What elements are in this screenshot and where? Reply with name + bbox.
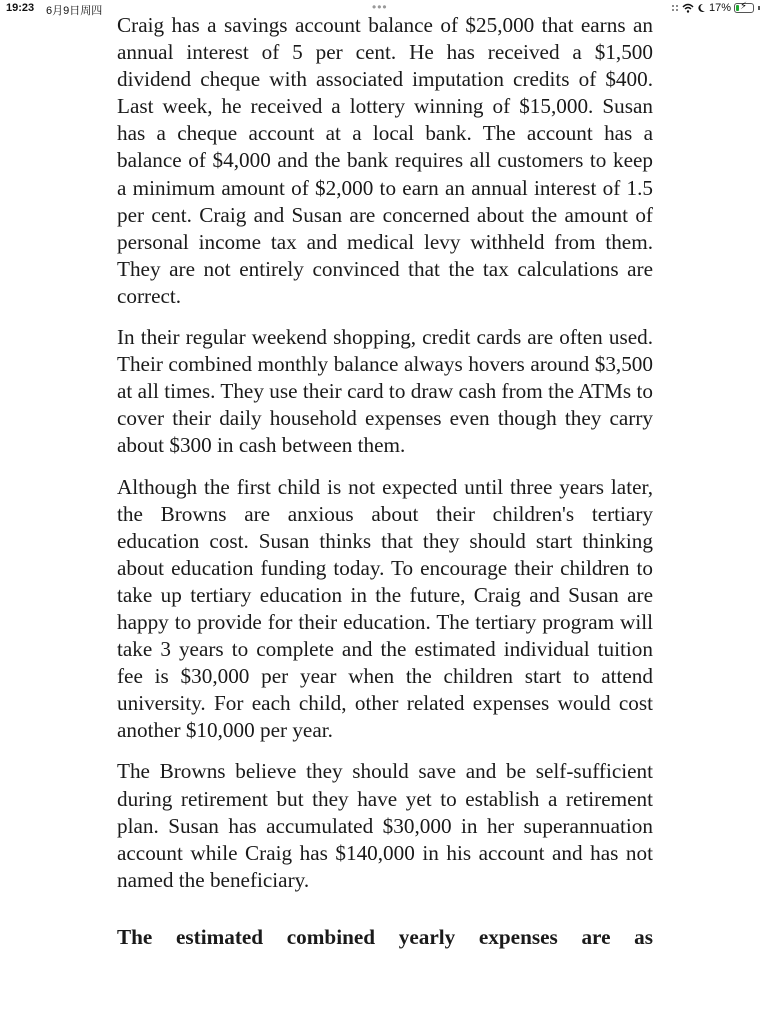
battery-icon [734, 3, 754, 13]
paragraph-savings: Craig has a savings account balance of $25,000 that earns an annual interest of 5 per cent. He has received a $1,500 dividend cheque with associated imputation credits of $400. Last week, he received a lottery winning of $15,000. Susan has a cheque account at a local bank. The account has a balance of $4,000 and the bank requires all customers to keep a minimum amount of $2,000 to earn an annual interest of 1.5 per cent. Craig and Susan are concerned about the amount of personal income tax and medical levy withheld from them. They are not entirely convinced that the tax calculations are correct. [117, 13, 653, 308]
document-body [117, 12, 653, 951]
wifi-icon [682, 3, 694, 13]
signal-dots-icon [671, 3, 679, 13]
status-time: 19:23 [6, 2, 35, 14]
status-date: 6月9日周四 [46, 5, 103, 17]
battery-percent: 17% [708, 2, 731, 14]
status-indicators [671, 2, 760, 14]
battery-fill [736, 5, 739, 11]
moon-icon [697, 3, 706, 13]
charging-bolt-icon: ⚡ [740, 1, 748, 12]
expenses-heading: The estimated combined yearly expenses are as [117, 924, 653, 949]
paragraph-education: Although the first child is not expected until three years later, the Browns are anxious about their children's tertiary education cost. Susan thinks that they should start thinking about education funding today. To encourage their children to take up tertiary education in the future, Craig and Susan are happy to provide for their education. The tertiary program will take 3 years to complete and the estimated individual tuition fee is $30,000 per year when the children start to attend university. For each child, other related expenses would cost another $10,000 per year. [117, 474, 653, 743]
more-options-dots[interactable]: ••• [372, 0, 388, 14]
battery-cap [758, 6, 760, 10]
paragraph-credit-cards: In their regular weekend shopping, credit cards are often used. Their combined monthly balance always hovers around $3,500 at all times. They use their card to draw cash from the ATMs to cover their daily household expenses even though they carry about $300 in cash between them. [117, 325, 653, 458]
paragraph-retirement: The Browns believe they should save and be self-sufficient during retirement but they have yet to establish a retirement plan. Susan has accumulated $30,000 in her superannuation account while Craig has $140,000 in his account and has not named the beneficiary. [117, 759, 653, 892]
